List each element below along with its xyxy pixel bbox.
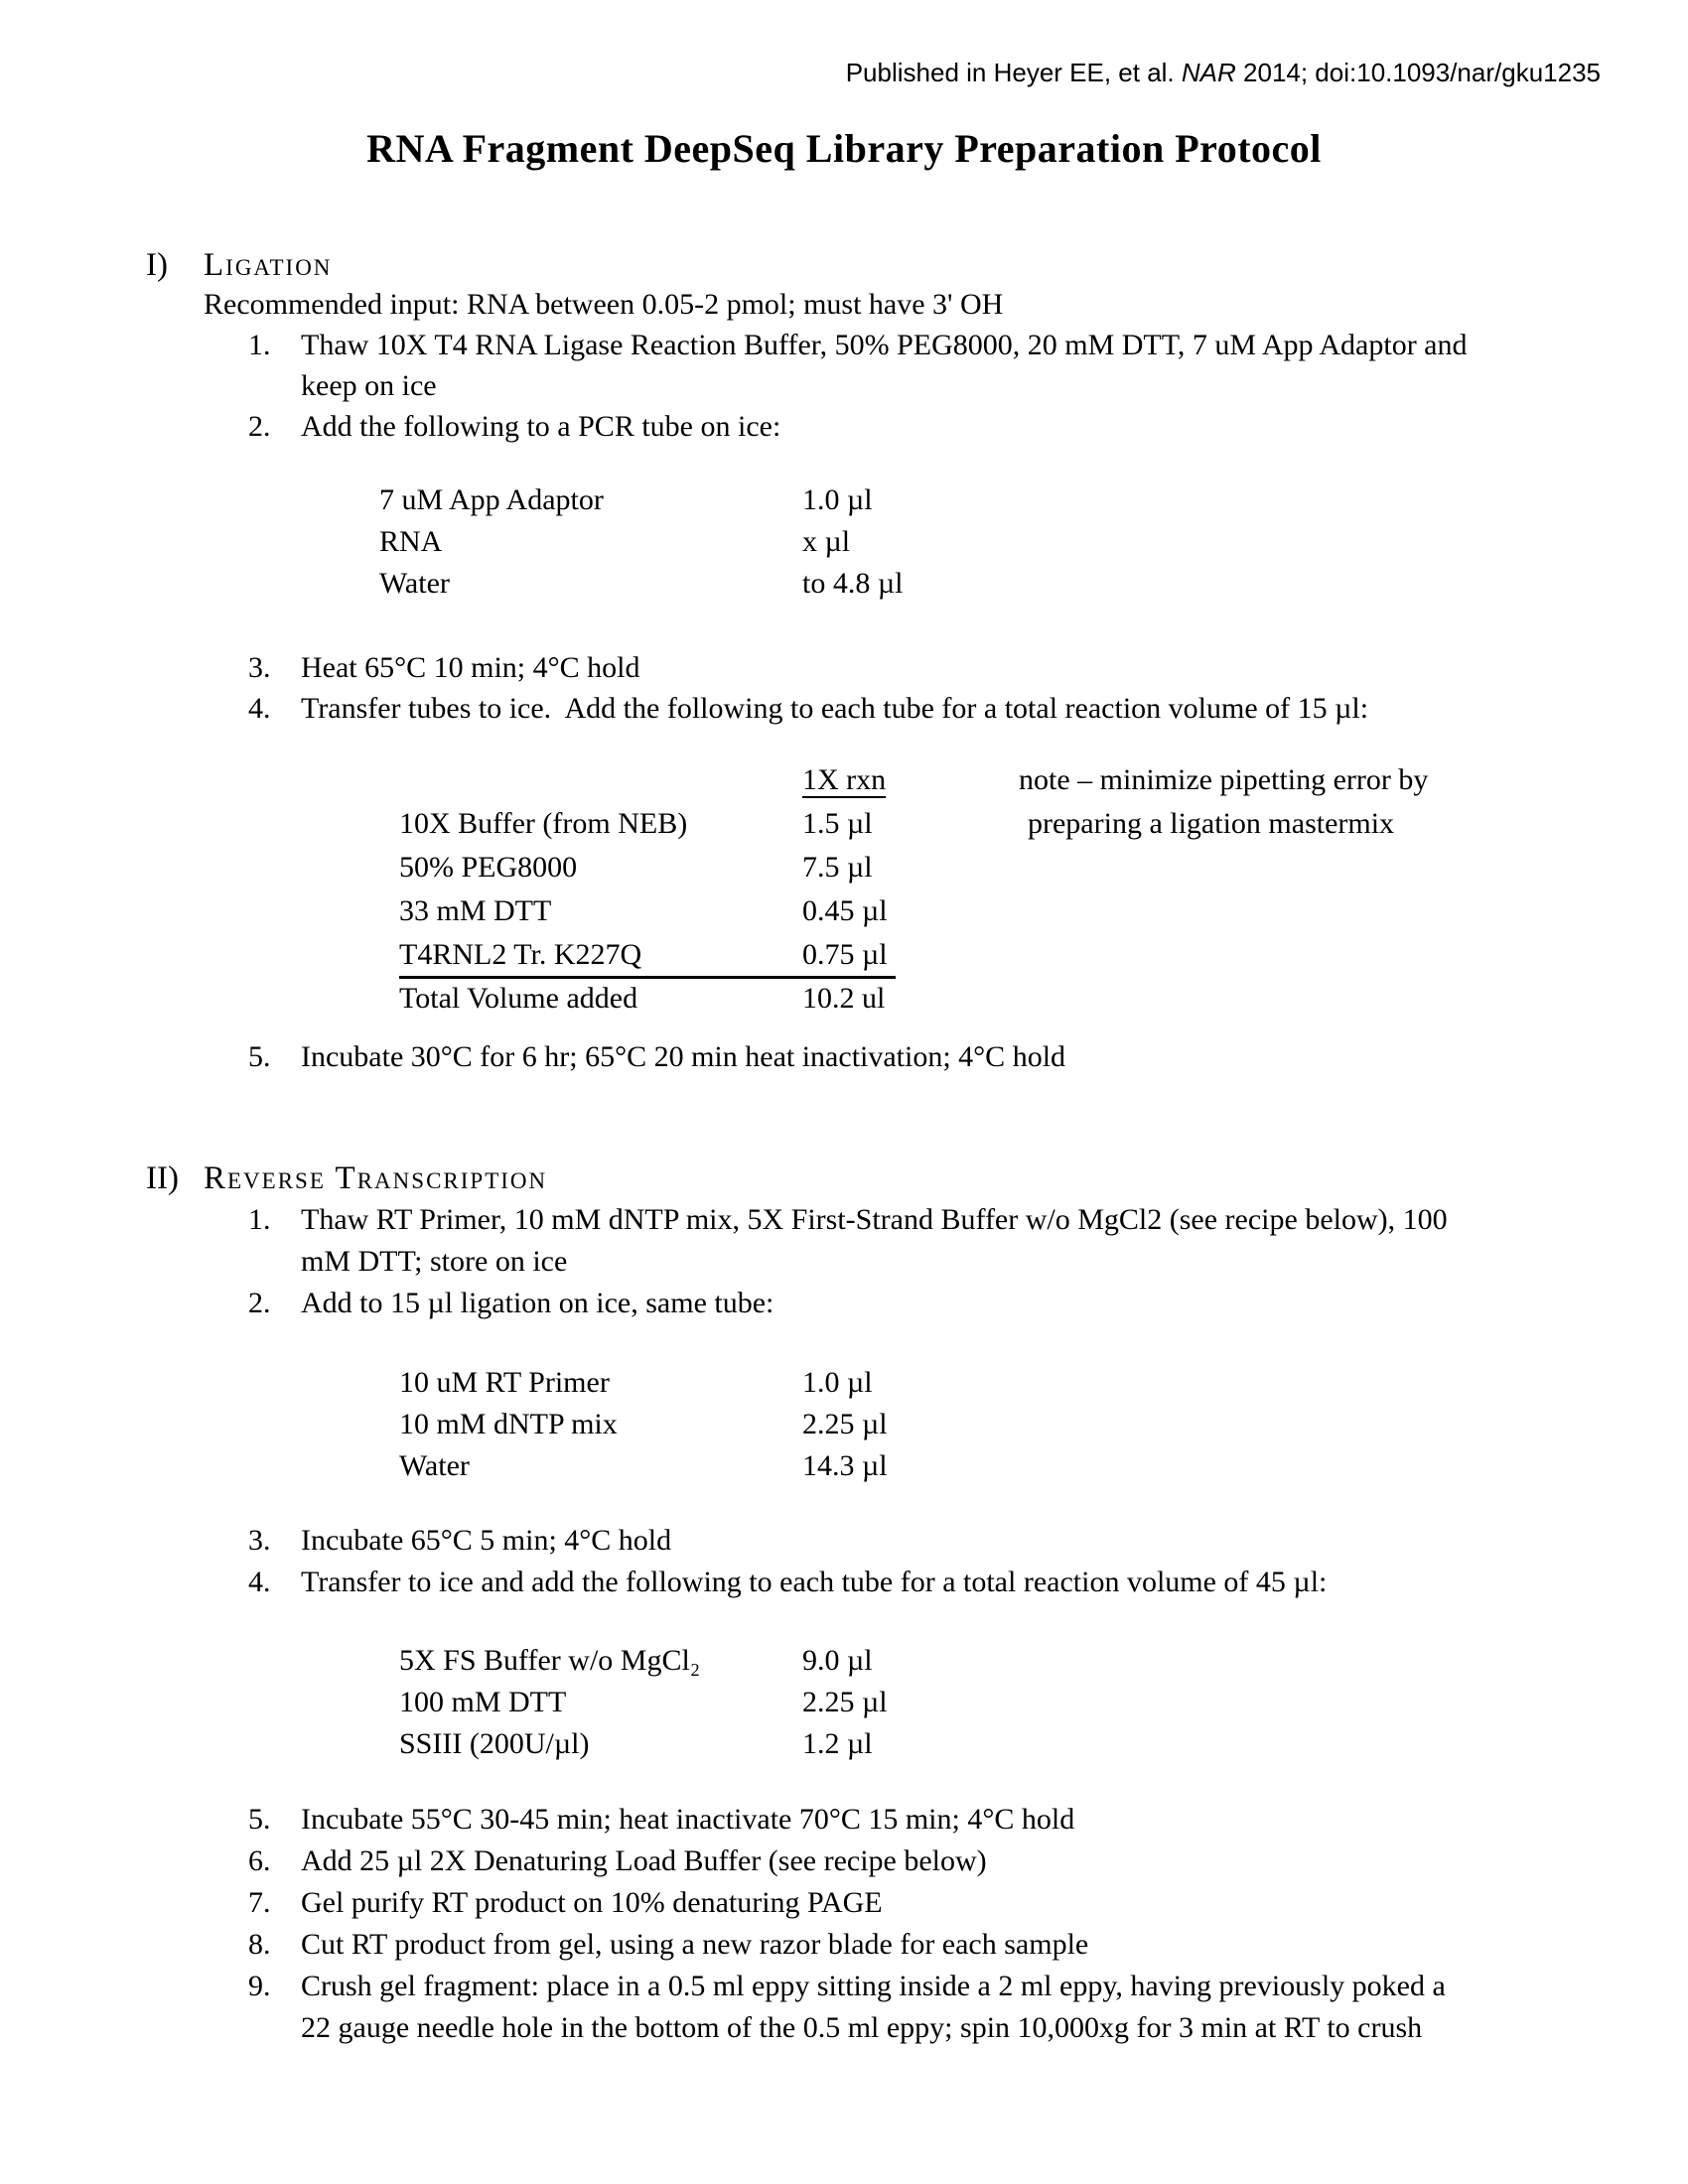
reagent-label: 100 mM DTT: [399, 1686, 567, 1718]
rxn-column-header: 1X rxn: [802, 763, 887, 796]
reagent-label: 10 uM RT Primer: [399, 1366, 610, 1399]
reagent-row: [399, 1362, 888, 1404]
reagent-volume: 2.25 µl: [802, 1686, 888, 1718]
citation-journal: NAR: [1181, 58, 1236, 87]
step-number: 3.: [248, 651, 271, 684]
ligation-step-2: [248, 406, 780, 448]
step-text: Add the following to a PCR tube on ice:: [301, 410, 781, 443]
step-text: Incubate 55°C 30-45 min; heat inactivate 70°C 15 min; 4°C hold: [301, 1803, 1075, 1836]
mastermix-note-line2: preparing a ligation mastermix: [1028, 807, 1395, 840]
sum-rule: [399, 934, 896, 979]
step-text: Thaw 10X T4 RNA Ligase Reaction Buffer, 50% PEG8000, 20 mM DTT, 7 uM App Adaptor and: [301, 329, 1468, 361]
reagent-volume: 0.45 µl: [802, 894, 888, 927]
step-text: Thaw RT Primer, 10 mM dNTP mix, 5X First-Strand Buffer w/o MgCl2 (see recipe below), 100: [301, 1203, 1448, 1236]
reagent-label: Water: [399, 1449, 470, 1482]
reagent-label: 10 mM dNTP mix: [399, 1408, 618, 1440]
step-number: 3.: [248, 1524, 271, 1557]
reagent-row-underlined: [399, 934, 1428, 978]
step-number: 9.: [248, 1970, 271, 2002]
reagent-volume: x µl: [802, 525, 851, 558]
reagent-label: 10X Buffer (from NEB): [399, 807, 688, 840]
step-number: 1.: [248, 1203, 271, 1236]
adaptor-mix-table: [379, 479, 903, 605]
section-numeral: I): [146, 247, 168, 283]
reagent-label: SSIII (200U/µl): [399, 1727, 590, 1760]
reagent-volume: 14.3 µl: [802, 1449, 888, 1482]
reagent-volume: 9.0 µl: [802, 1644, 873, 1677]
total-volume: 10.2 ul: [802, 982, 886, 1015]
step-text: Transfer to ice and add the following to each tube for a total reaction volume of 45 µl:: [301, 1566, 1328, 1598]
step-number: 4.: [248, 1566, 271, 1598]
reagent-label: Water: [379, 567, 450, 600]
rt-reaction-table: [399, 1640, 888, 1765]
reagent-row: [399, 1682, 888, 1723]
step-number: 5.: [248, 1040, 271, 1073]
mastermix-note-line1: note – minimize pipetting error by: [1019, 763, 1429, 796]
step-text: Cut RT product from gel, using a new razor blade for each sample: [301, 1928, 1089, 1961]
rt-step-1-continued: mM DTT; store on ice: [301, 1245, 568, 1278]
step-text: Transfer tubes to ice. Add the following to each tube for a total reaction volume of 15 µl:: [301, 692, 1369, 725]
step-number: 8.: [248, 1928, 271, 1961]
reagent-row: [399, 847, 1428, 890]
reagent-volume: 7.5 µl: [802, 851, 873, 884]
total-label: Total Volume added: [399, 982, 638, 1015]
rt-step-6: [248, 1841, 987, 1882]
reagent-row: [379, 563, 903, 605]
section-label: Reverse Transcription: [204, 1160, 548, 1196]
reagent-row: [379, 521, 903, 563]
step-text: Incubate 30°C for 6 hr; 65°C 20 min heat inactivation; 4°C hold: [301, 1040, 1066, 1073]
ligation-step-1: [248, 325, 1468, 366]
reagent-label: 50% PEG8000: [399, 851, 578, 884]
step-number: 4.: [248, 692, 271, 725]
rt-mix-table: [399, 1362, 888, 1487]
rt-step-9: [248, 1966, 1446, 2007]
step-number: 1.: [248, 329, 271, 361]
reagent-volume: 1.2 µl: [802, 1727, 873, 1760]
step-number: 2.: [248, 1287, 271, 1319]
reagent-volume: 0.75 µl: [802, 938, 888, 971]
step-text: Incubate 65°C 5 min; 4°C hold: [301, 1524, 672, 1557]
step-number: 5.: [248, 1803, 271, 1836]
step-text: Heat 65°C 10 min; 4°C hold: [301, 651, 640, 684]
reagent-row: [399, 803, 1428, 847]
reagent-row: [379, 479, 903, 521]
citation-prefix: Published in Heyer EE, et al.: [845, 58, 1182, 87]
reagent-volume: to 4.8 µl: [802, 567, 904, 600]
step-number: 6.: [248, 1844, 271, 1877]
ligation-step-3: [248, 647, 639, 689]
rt-step-4: [248, 1562, 1327, 1603]
rt-step-7: [248, 1882, 883, 1924]
step-number: 2.: [248, 410, 271, 443]
reagent-label: RNA: [379, 525, 443, 558]
section-reverse-transcription-heading: [146, 1157, 547, 1200]
step-text: Add to 15 µl ligation on ice, same tube:: [301, 1287, 774, 1319]
ligation-step-5: [248, 1036, 1065, 1078]
step-text: Add 25 µl 2X Denaturing Load Buffer (see recipe below): [301, 1844, 987, 1877]
section-ligation-heading: [146, 243, 332, 287]
ligation-intro: Recommended input: RNA between 0.05-2 pmol; must have 3' OH: [204, 288, 1004, 321]
ligation-step-4: [248, 688, 1368, 730]
rt-step-5: [248, 1799, 1074, 1841]
reagent-row: [399, 1723, 888, 1765]
section-numeral: II): [146, 1160, 179, 1196]
rt-step-9-continued: 22 gauge needle hole in the bottom of the 0.5 ml eppy; spin 10,000xg for 3 min at RT to crush: [301, 2011, 1423, 2044]
rt-step-2: [248, 1283, 774, 1324]
reagent-label: 5X FS Buffer w/o MgCl₂: [399, 1644, 701, 1677]
table-header-row: [399, 759, 1428, 803]
reagent-row: [399, 1445, 888, 1487]
step-text: Crush gel fragment: place in a 0.5 ml eppy sitting inside a 2 ml eppy, having previously poked a: [301, 1970, 1446, 2002]
ligation-step-1-continued: keep on ice: [301, 369, 437, 402]
reagent-row: [399, 1640, 888, 1682]
page-title: RNA Fragment DeepSeq Library Preparation Protocol: [366, 126, 1322, 171]
reagent-volume: 1.0 µl: [802, 1366, 873, 1399]
rt-step-3: [248, 1520, 671, 1562]
step-number: 7.: [248, 1886, 271, 1919]
total-row: [399, 978, 1428, 1022]
reagent-volume: 1.5 µl: [802, 807, 873, 840]
step-text: Gel purify RT product on 10% denaturing PAGE: [301, 1886, 883, 1919]
citation-suffix: 2014; doi:10.1093/nar/gku1235: [1235, 58, 1601, 87]
reagent-label: T4RNL2 Tr. K227Q: [399, 938, 642, 971]
ligation-mastermix-table: [399, 759, 1428, 1022]
reagent-label: 7 uM App Adaptor: [379, 483, 604, 516]
reagent-label: 33 mM DTT: [399, 894, 552, 927]
reagent-volume: 1.0 µl: [802, 483, 873, 516]
section-label: Ligation: [204, 247, 333, 283]
reagent-row: [399, 1404, 888, 1445]
reagent-row: [399, 890, 1428, 934]
header-citation: [846, 57, 1601, 88]
reagent-volume: 2.25 µl: [802, 1408, 888, 1440]
rt-step-8: [248, 1924, 1088, 1966]
rt-step-1: [248, 1199, 1448, 1241]
